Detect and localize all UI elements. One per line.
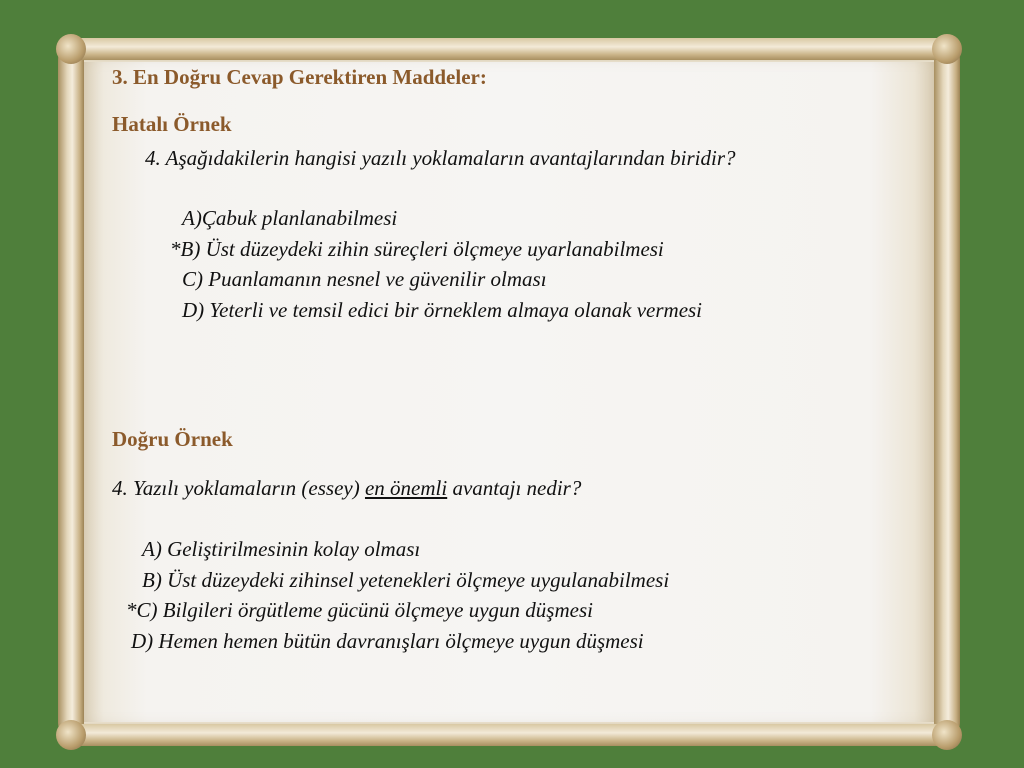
bad-option-d: D) Yeterli ve temsil edici bir örneklem almaya olanak vermesi [182, 298, 703, 322]
bad-example-heading: Hatalı Örnek [112, 112, 232, 136]
question-text-end: avantajı nedir? [447, 476, 582, 500]
bad-option-c: C) Puanlamanın nesnel ve güvenilir olması [182, 267, 547, 291]
slide-title: 3. En Doğru Cevap Gerektiren Maddeler: [112, 65, 487, 89]
good-example-question [112, 476, 581, 501]
good-option-c: *C) Bilgileri örgütleme gücünü ölçmeye uygun düşmesi [126, 598, 593, 622]
bad-example-question: 4. Aşağıdakilerin hangisi yazılı yoklamaların avantajlarından biridir? [145, 146, 736, 170]
good-option-d: D) Hemen hemen bütün davranışları ölçmeye uygun düşmesi [131, 629, 644, 653]
question-text-start: 4. Yazılı yoklamaların (essey) [112, 476, 365, 500]
bad-option-a: A)Çabuk planlanabilmesi [182, 206, 398, 230]
bad-option-b: *B) Üst düzeydeki zihin süreçleri ölçmeye uyarlanabilmesi [170, 237, 664, 261]
question-underlined-text: en önemli [364, 476, 448, 500]
good-option-a: A) Geliştirilmesinin kolay olması [142, 537, 421, 561]
good-option-b: B) Üst düzeydeki zihinsel yetenekleri ölçmeye uygulanabilmesi [142, 568, 670, 592]
good-example-heading: Doğru Örnek [112, 427, 233, 451]
